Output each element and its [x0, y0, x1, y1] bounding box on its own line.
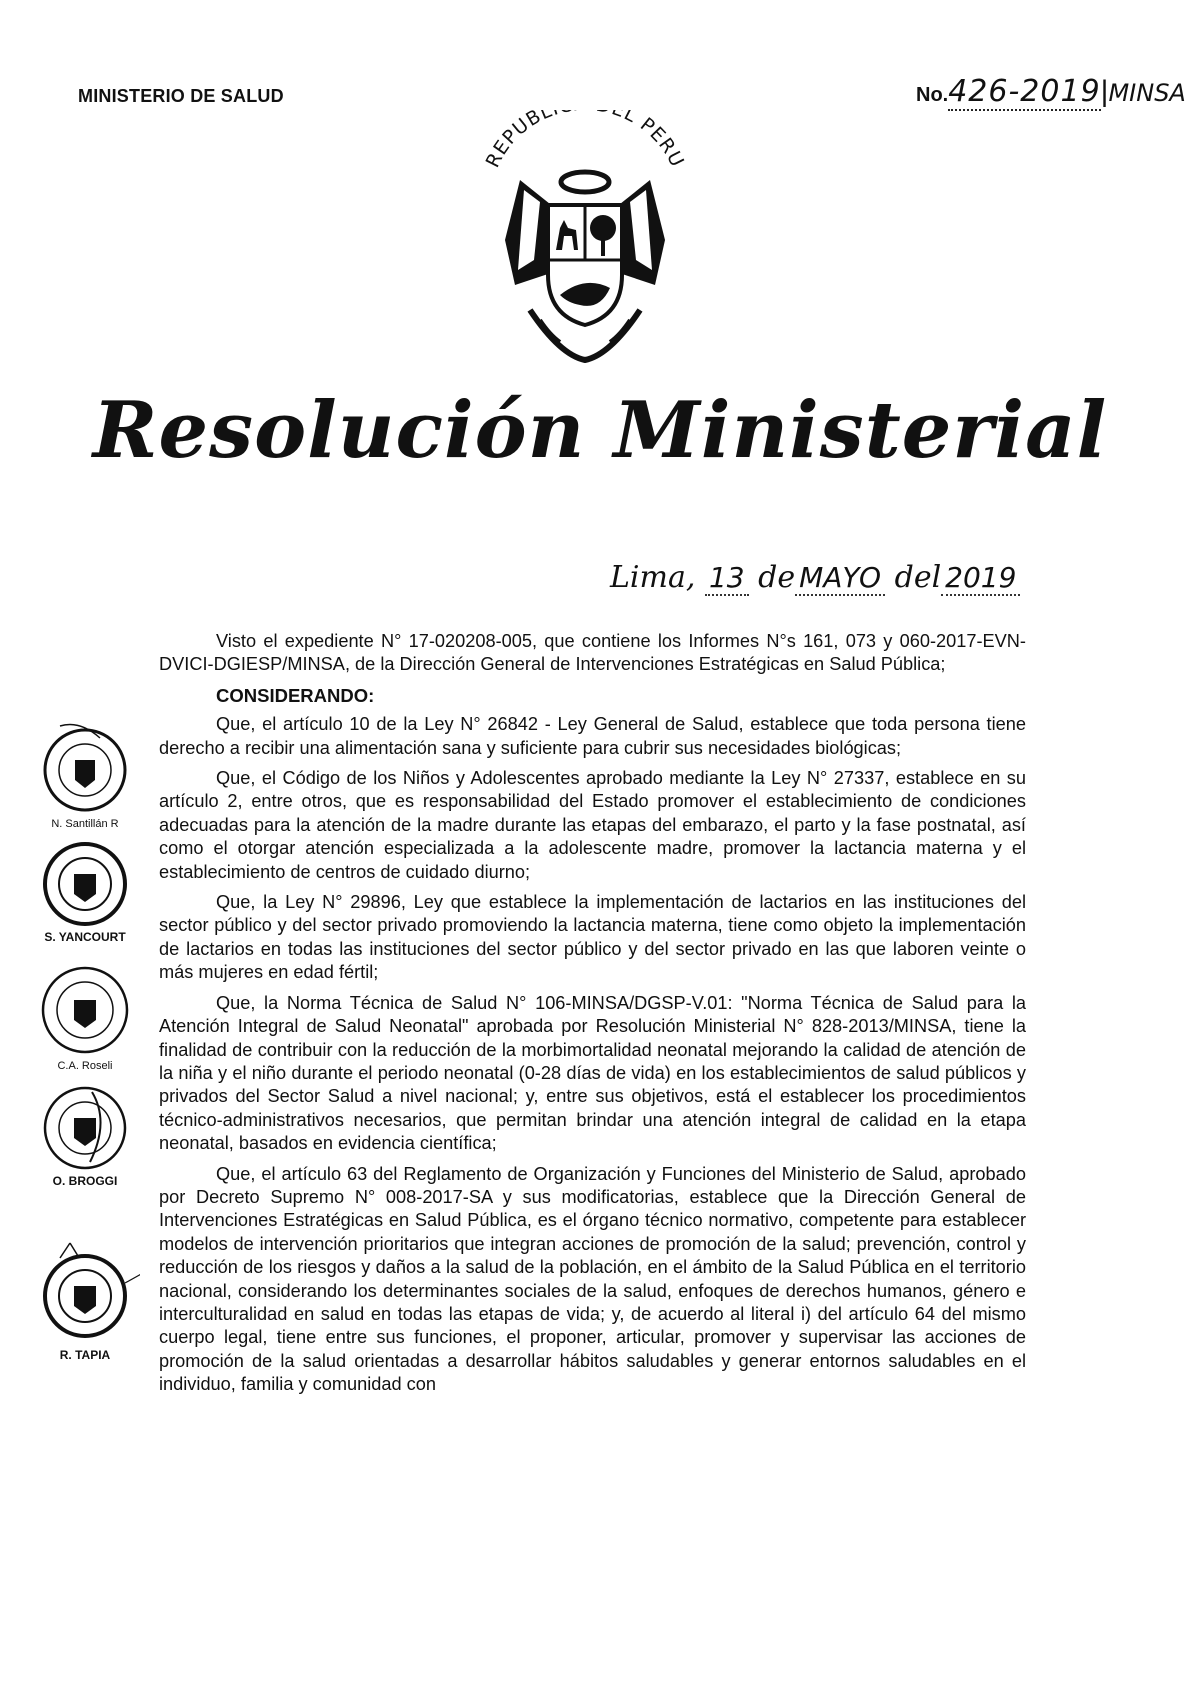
date-place: Lima,: [610, 560, 696, 595]
seal-icon: [30, 718, 140, 818]
number-suffix: MINSA: [1108, 79, 1186, 107]
considerando-paragraph: Que, el artículo 10 de la Ley N° 26842 - Ley General de Salud, establece que toda persona tiene derecho a recibir una alimentación sana y suficiente para cubrir sus necesidades biológicas;: [159, 714, 1026, 758]
coat-of-arms-icon: [460, 110, 710, 370]
visa-seal: [30, 838, 140, 944]
seal-icon: [30, 1238, 140, 1348]
date-line: [610, 560, 1130, 595]
date-del: del: [894, 560, 942, 595]
ministry-name: MINISTERIO DE SALUD: [78, 86, 284, 106]
seal-icon: [30, 1082, 140, 1174]
considerando-paragraph: Que, la Norma Técnica de Salud N° 106-MINSA/DGSP-V.01: "Norma Técnica de Salud para la Atención Integral de Salud Neonatal" aprobada por Resolución Ministerial N° 828-2013/MINSA, tiene la finalidad de contribuir con la reducción de la morbimortalidad neonatal mejorando la calidad de atención de la niña y el niño durante el periodo neonatal (0-28 días de vida) en los establecimientos de salud públicos y privados del Sector Salud a nivel nacional; y, entre sus objetivos, está el establecer los procedimientos técnico-administrativos necesarios, que permitan brindar una atención integral de calidad en la etapa neonatal, basados en evidencia científica;: [159, 992, 1026, 1154]
considerando-heading: CONSIDERANDO:: [216, 684, 375, 706]
visa-seal: [30, 1082, 140, 1188]
visa-seal: [30, 1238, 140, 1362]
date-day: 13: [705, 561, 749, 596]
seal-icon: [30, 838, 140, 930]
number-prefix: No.: [916, 84, 949, 106]
visa-seal: [30, 960, 140, 1072]
document-body: [159, 630, 1026, 1404]
seal-icon: [30, 960, 140, 1060]
resolution-number: No.426-2019|MINSA: [916, 74, 1186, 109]
date-year: 2019: [941, 561, 1020, 596]
seal-name: S. YANCOURT: [44, 930, 126, 944]
visa-seal: [30, 718, 140, 830]
seal-name: R. TAPIA: [59, 1348, 111, 1362]
date-de: de: [758, 560, 796, 595]
crest-caption: REPUBL L PERU: [481, 110, 689, 172]
considerando-paragraph: Que, la Ley N° 29896, Ley que establece la implementación de lactarios en las instituciones del sector público y del sector privado promoviendo la lactancia materna, tiene como objeto la implementación de lactarios en todas las instituciones del sector público y del sector privado en las que laboren veinte o más mujeres en edad fértil;: [159, 892, 1026, 983]
seal-name: O. BROGGI: [52, 1174, 118, 1188]
seal-name: N. Santillán R: [51, 818, 119, 830]
visto-paragraph: Visto el expediente N° 17-020208-005, que contiene los Informes N°s 161, 073 y 060-2017-EVN-DVICI-DGIESP/MINSA, de la Dirección General de Intervenciones Estratégicas en Salud Pública;: [159, 631, 1026, 675]
considerando-paragraph: Que, el artículo 63 del Reglamento de Organización y Funciones del Ministerio de Salud, aprobado por Decreto Supremo N° 008-2017-SA y sus modificatorias, establece que la Dirección General de Intervenciones Estratégicas en Salud Pública, es el órgano técnico normativo, competente para establecer modelos de intervención prioritarios que integran acciones de promoción de la salud; prevención, control y reducción de los riesgos y daños a la salud de la población, en el ámbito de la Salud Pública en el territorio nacional, considerando los determinantes sociales de la salud, enfoques de derechos humanos, género e interculturalidad en salud en todas las etapas de vida; y, de acuerdo al literal i) del artículo 64 del mismo cuerpo legal, tiene entre sus funciones, el proponer, articular, promover y supervisar las acciones de promoción de la salud orientadas a desarrollar hábitos saludables y generar entornos saludables en el individuo, familia y comunidad con: [159, 1163, 1026, 1395]
seal-name: C.A. Roseli: [57, 1060, 113, 1072]
number-value: 426-2019: [948, 74, 1101, 109]
considerando-paragraph: Que, el Código de los Niños y Adolescentes aprobado mediante la Ley N° 27337, establece en su artículo 2, entre otros, que es responsabilidad del Estado promover el establecimiento de condiciones adecuadas para la atención de la madre durante las etapas del embarazo, el parto y la fase postnatal, así como el otorgar atención especializada a la adolescente madre, promover la lactancia materna y el establecimiento de centros de cuidado diurno;: [159, 768, 1026, 882]
date-month: MAYO: [795, 561, 885, 596]
coat-of-arms: [460, 110, 710, 370]
document-title: Resolución Ministerial: [92, 385, 1108, 476]
svg-text:REPUBLICA DEL PERU: [482, 110, 689, 171]
